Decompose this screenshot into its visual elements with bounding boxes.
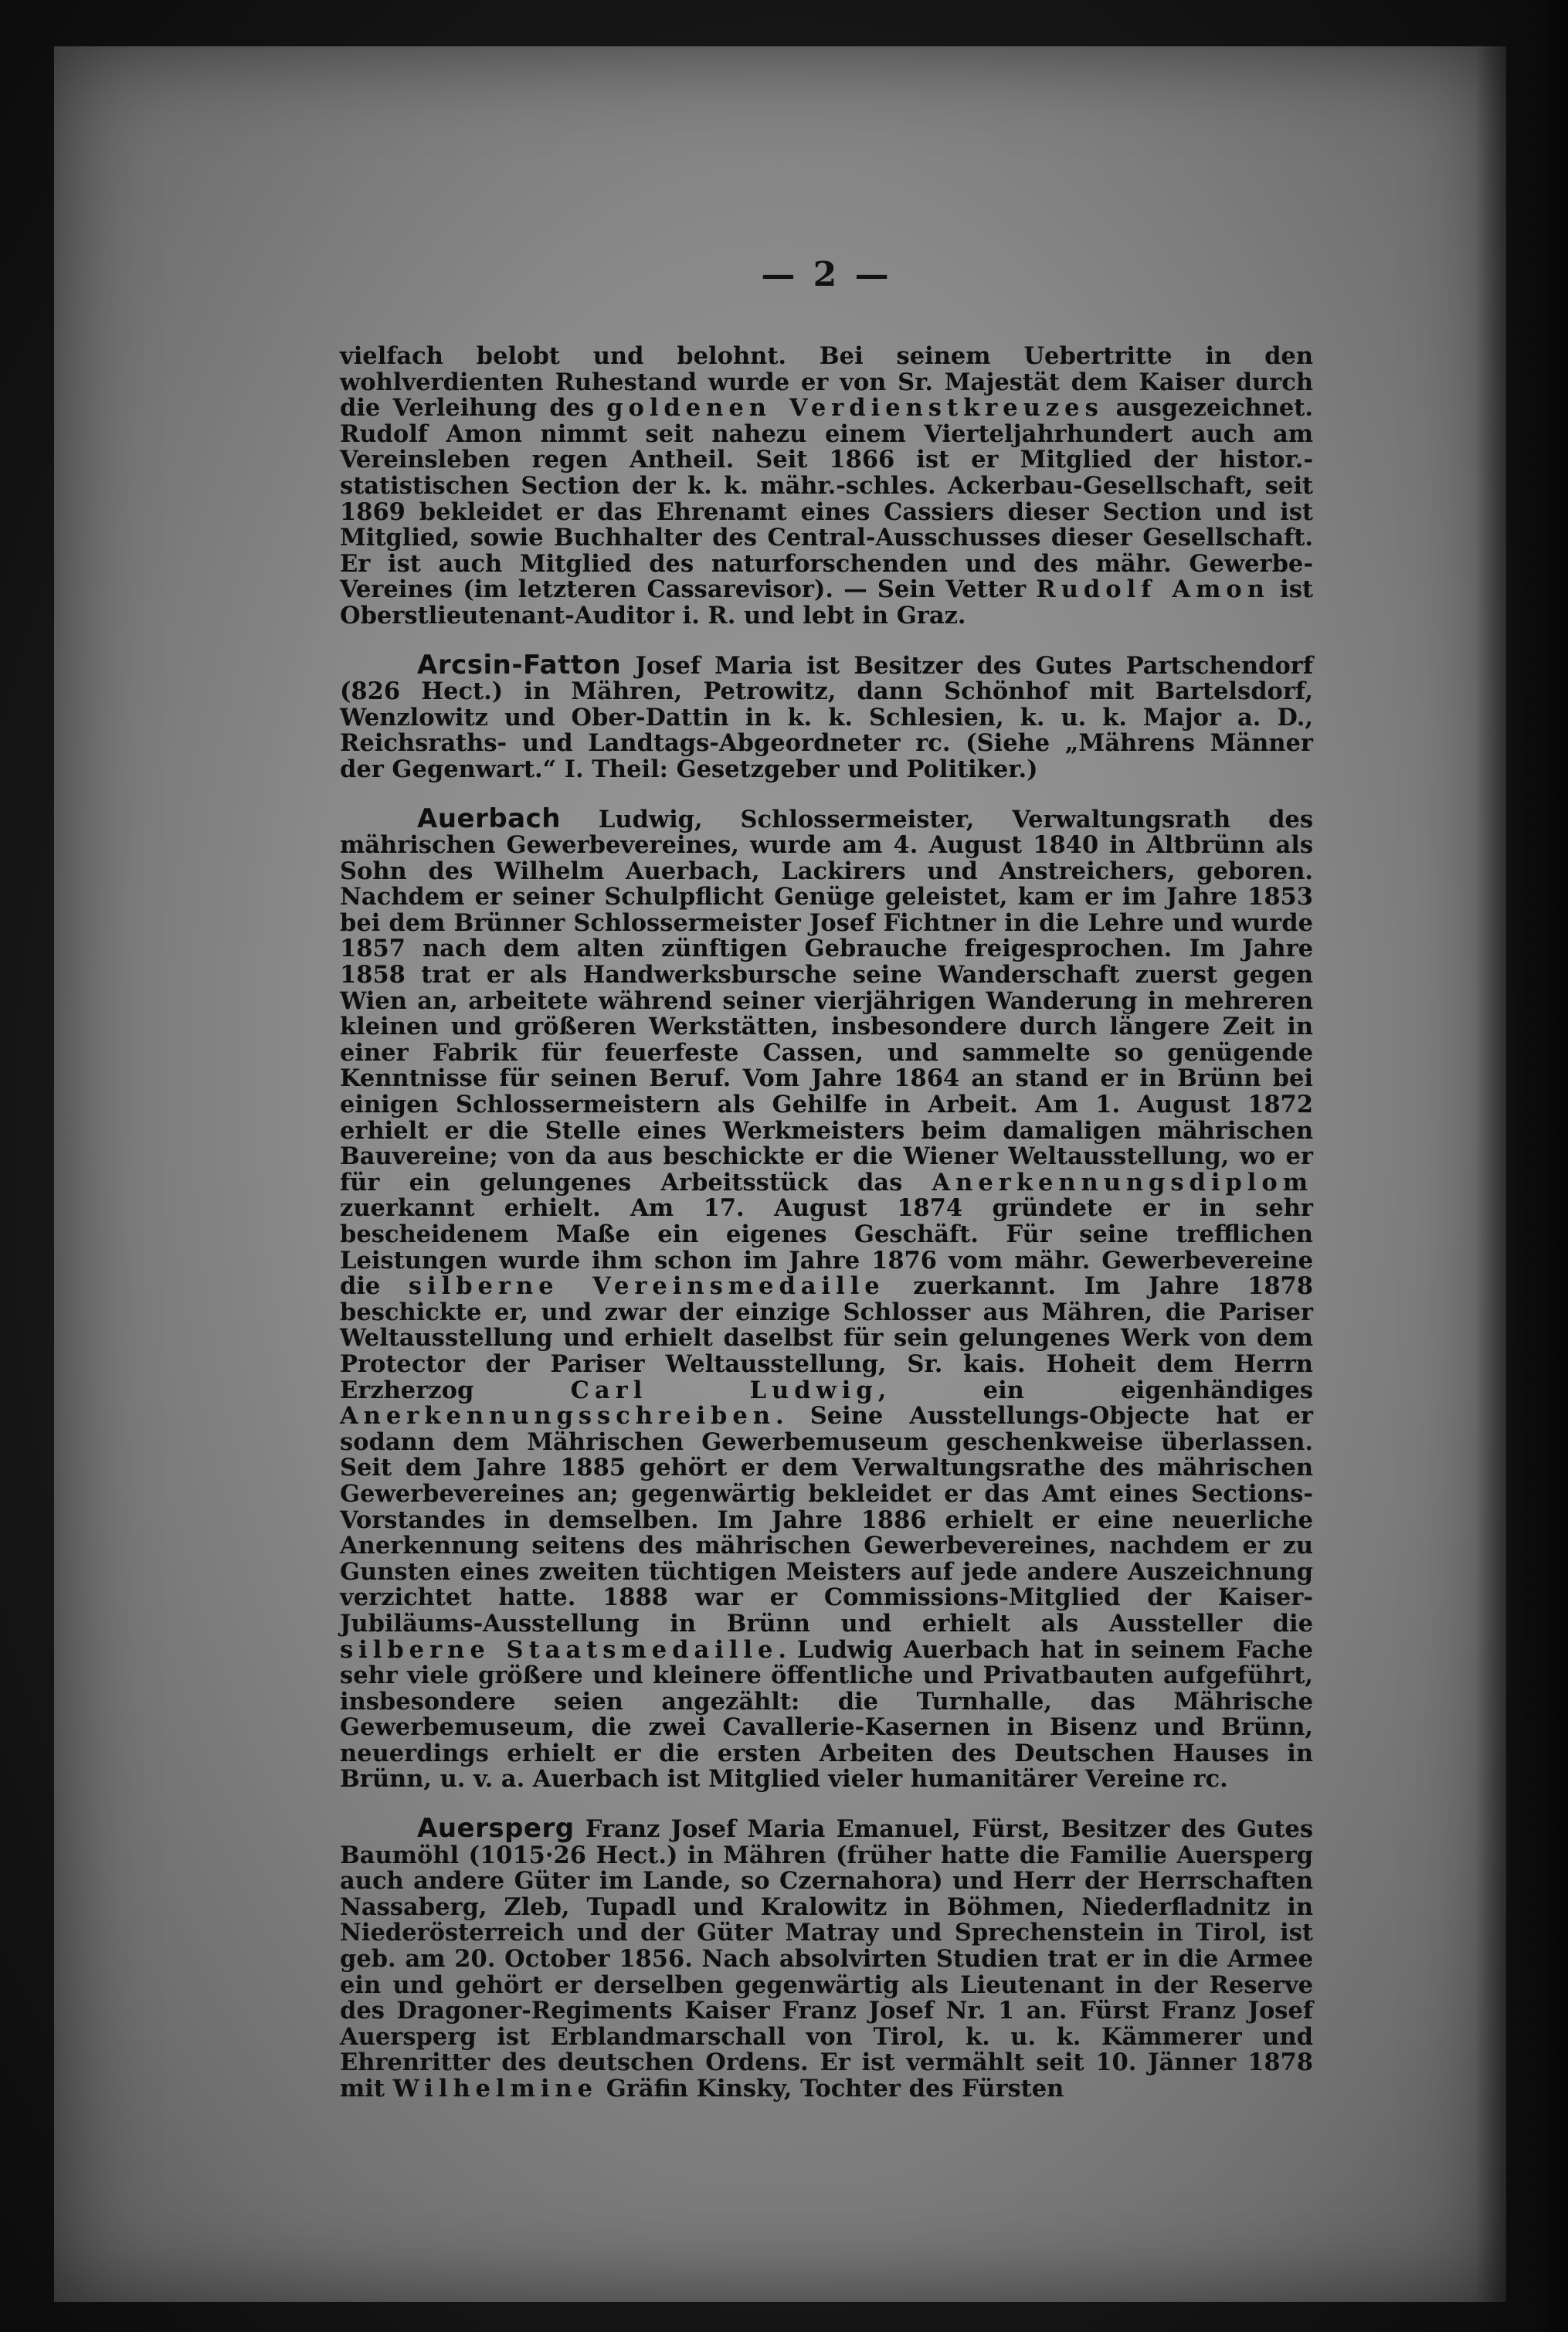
entry-text: . Ludwig Auerbach hat in seinem Fache sehr viele größere und kleinere öffentliche und Privatbauten aufgeführt, insbesondere seien angezählt: die Turnhalle, das Mährische Gewerbemuseum, die zwei Cavallerie-Kasernen in Bisenz und Brünn, neuerdings erhielt er die ersten Arbeiten des Deutschen Hauses in Brünn, u. v. a. Auerbach ist Mitglied vieler humanitärer Vereine rc. bbox=[340, 1635, 1313, 1794]
spaced-text: silberne Staatsmedaille bbox=[340, 1635, 779, 1664]
spaced-text: Rudolf Amon bbox=[1036, 575, 1270, 604]
spaced-text: Carl Ludwig bbox=[570, 1376, 878, 1404]
spaced-text: silberne Vereinsmedaille bbox=[408, 1272, 885, 1301]
entry-text: , ein eigenhändiges bbox=[877, 1376, 1313, 1404]
paragraph-amon bbox=[340, 344, 1313, 630]
entry-text: Franz Josef Maria Emanuel, Fürst, Besitzer des Gutes Baumöhl (1015·26 Hect.) in Mähren (früher hatte die Familie Auersperg auch andere Güter im Lande, so Czernahora) und Herr der Herrschaften Nassaberg, Zleb, Tupadl und Kralowitz in Böhmen, Niederfladnitz in Niederösterreich und der Güter Matray und Sprechenstein in Tirol, ist geb. am 20. October 1856. Nach absolvirten Studien trat er in die Armee ein und gehört er derselben gegenwärtig als Lieutenant in der Reserve des Dragoner-Regiments Kaiser Franz Josef Nr. 1 an. Fürst Franz Josef Auersperg ist Erblandmarschall von Tirol, k. u. k. Kämmerer und Ehrenritter des deutschen Ordens. Er ist vermählt seit 10. Jänner 1878 mit bbox=[340, 1815, 1313, 2103]
entry-headword: Auersperg bbox=[417, 1813, 575, 1845]
entry-auersperg bbox=[340, 1813, 1313, 2103]
page-edge-shadow bbox=[1475, 0, 1568, 2332]
entry-text: Josef Maria ist Besitzer des Gutes Partschendorf (826 Hect.) in Mähren, Petrowitz, dann Schönhof mit Bartelsdorf, Wenzlowitz und Ober-Dattin in k. k. Schlesien, k. u. k. Major a. D., Reichsraths- und Landtags-Abgeordneter rc. (Siehe „Mährens Männer der Gegenwart.“ I. Theil: Gesetzgeber und Politiker.) bbox=[340, 651, 1313, 783]
page-number: — 2 — bbox=[761, 255, 892, 294]
text-run: vielfach belobt und belohnt. Bei seinem Uebertritte in den wohlverdienten Ruhestand wurde er von Sr. Majestät dem Kaiser durch die Verleihung des bbox=[340, 342, 1313, 423]
spaced-text: Anerkennungsschreiben bbox=[340, 1402, 776, 1431]
entry-headword: Arcsin-Fatton bbox=[417, 649, 622, 681]
text-run: ausgezeichnet. Rudolf Amon nimmt seit nahezu einem Vierteljahrhundert auch am Vereinsleben regen Antheil. Seit 1866 ist er Mitglied der histor.-statistischen Section der k. k. mähr.-schles. Ackerbau-Gesellschaft, seit 1869 bekleidet er das Ehrenamt eines Cassiers dieser Section und ist Mitglied, sowie Buchhalter des Central-Ausschusses dieser Gesellschaft. Er ist auch Mitglied des naturforschenden und des mähr. Gewerbe-Vereines (im letzteren Cassarevisor). — Sein Vetter bbox=[340, 394, 1313, 604]
entry-arcsin-fatton bbox=[340, 649, 1313, 783]
entry-auerbach bbox=[340, 803, 1313, 1794]
entry-text: Gräfin Kinsky, Tochter des Fürsten bbox=[598, 2075, 1064, 2103]
entry-text: Ludwig, Schlossermeister, Verwaltungsrath des mährischen Gewerbevereines, wurde am 4. August 1840 in Altbrünn als Sohn des Wilhelm Auerbach, Lackirers und Anstreichers, geboren. Nachdem er seiner Schulpflicht Genüge geleistet, kam er im Jahre 1853 bei dem Brünner Schlossermeister Josef Fichtner in die Lehre und wurde 1857 nach dem alten zünftigen Gebrauche freigesprochen. Im Jahre 1858 trat er als Handwerksbursche seine Wanderschaft zuerst gegen Wien an, arbeitete während seiner vierjährigen Wanderung in mehreren kleinen und größeren Werkstätten, insbesondere durch längere Zeit in einer Fabrik für feuerfeste Cassen, und sammelte so genügende Kenntnisse für seinen Beruf. Vom Jahre 1864 an stand er in Brünn bei einigen Schlossermeistern als Gehilfe in Arbeit. Am 1. August 1872 erhielt er die Stelle eines Werkmeisters beim damaligen mährischen Bauvereine; von da aus beschickte er die Wiener Weltausstellung, wo er für ein gelungenes Arbeitsstück das bbox=[340, 805, 1313, 1197]
page-text bbox=[340, 344, 1313, 2103]
text-run: ist Oberstlieutenant-Auditor i. R. und lebt in Graz. bbox=[340, 575, 1313, 630]
entry-text: . Seine Ausstellungs-Objecte hat er sodann dem Mährischen Gewerbemuseum geschenkweise überlassen. Seit dem Jahre 1885 gehört er dem Verwaltungsrathe des mährischen Gewerbevereines an; gegenwärtig bekleidet er das Amt eines Sections-Vorstandes in demselben. Im Jahre 1886 erhielt er eine neuerliche Anerkennung seitens des mährischen Gewerbevereines, nachdem er zu Gunsten eines zweiten tüchtigen Meisters auf jede andere Auszeichnung verzichtet hatte. 1888 war er Commissions-Mitglied der Kaiser-Jubiläums-Ausstellung in Brünn und erhielt als Aussteller die bbox=[340, 1402, 1313, 1638]
spaced-text: goldenen Verdienstkreuzes bbox=[606, 394, 1104, 423]
entry-headword: Auerbach bbox=[417, 803, 561, 834]
spaced-text: Wilhelmine bbox=[392, 2075, 599, 2103]
spaced-text: Anerkennungsdiplom bbox=[932, 1168, 1313, 1197]
entry-text: zuerkannt erhielt. Am 17. August 1874 gründete er in sehr bescheidenem Maße ein eigenes Geschäft. Für seine trefflichen Leistungen wurde ihm schon im Jahre 1876 vom mähr. Gewerbevereine die bbox=[340, 1194, 1313, 1301]
entry-text: zuerkannt. Im Jahre 1878 beschickte er, und zwar der einzige Schlosser aus Mähren, die Pariser Weltausstellung und erhielt daselbst für sein gelungenes Werk von dem Protector der Pariser Weltausstellung, Sr. kais. Hoheit dem Herrn Erzherzog bbox=[340, 1272, 1313, 1404]
